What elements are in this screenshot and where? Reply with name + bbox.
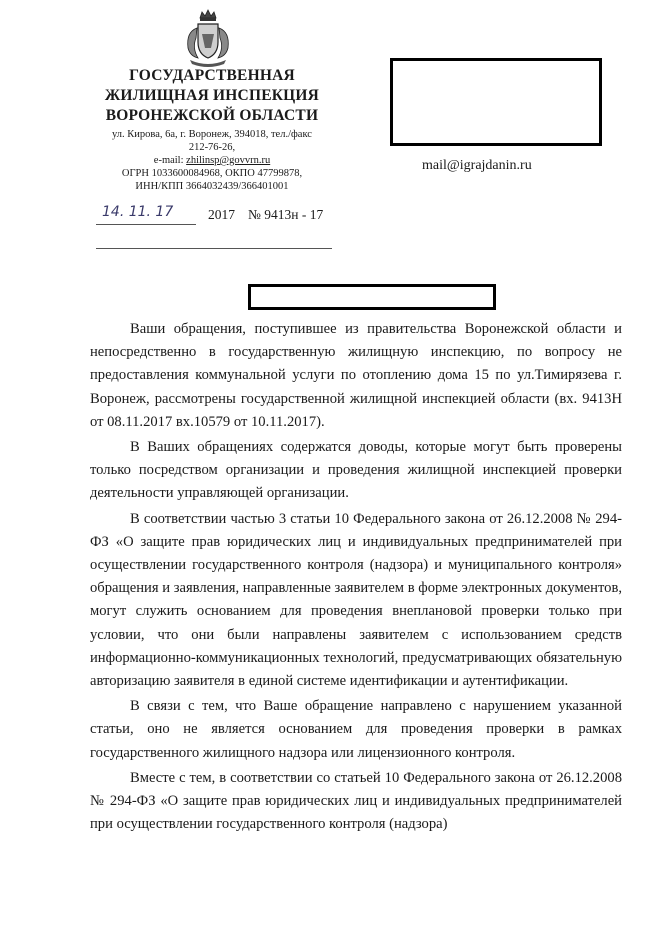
body-paragraph: Вместе с тем, в соответствии со статьей 10 Федерального закона от 26.12.2008 № 294-ФЗ «О защите прав юридических лиц и индивидуальных предпринимателей при осуществлении государственного контроля (надзора) [90, 769, 622, 833]
org-name-line: ЖИЛИЩНАЯ ИНСПЕКЦИЯ [104, 87, 320, 104]
addressee-email: mail@igrajdanin.ru [422, 158, 532, 173]
email-line [92, 154, 332, 167]
letter-body [90, 318, 622, 838]
coat-of-arms-icon [178, 8, 238, 70]
redacted-salutation-box [248, 284, 496, 310]
document-date-number [96, 204, 336, 226]
email-link[interactable]: zhilinsp@govvrn.ru [186, 155, 271, 166]
organization-contacts [92, 128, 332, 193]
date-underline [96, 224, 196, 225]
handwritten-date: 14. 11. 17 [102, 204, 174, 220]
org-name-line: ГОСУДАРСТВЕННАЯ [129, 67, 295, 84]
document-number: № 9413н - 17 [248, 207, 324, 222]
organization-name [92, 66, 332, 126]
document-year: 2017 [208, 207, 235, 222]
email-label: e-mail: [153, 155, 187, 166]
org-name-line: ВОРОНЕЖСКОЙ ОБЛАСТИ [105, 107, 319, 124]
address-line: ул. Кирова, 6а, г. Воронеж, 394018, тел./факс [112, 129, 312, 140]
body-paragraph: Ваши обращения, поступившее из правительства Воронежской области и непосредственно в государственную жилищную инспекцию, по вопросу не предоставления коммунальной услуги по отоплению дома 15 по ул.Тимирязева г. Воронеж, рассмотрены государственной жилищной инспекцией области (вх. 9413Н от 08.11.2017 вх.10579 от 10.11.2017). [90, 321, 622, 430]
inn-line: ИНН/КПП 3664032439/366401001 [135, 181, 289, 192]
ogrn-line: ОГРН 1033600084968, ОКПО 47799878, [121, 168, 303, 179]
phone-line: 212-76-26, [188, 142, 236, 153]
redacted-addressee-box [390, 58, 602, 146]
reference-line [96, 248, 332, 249]
body-paragraph: В связи с тем, что Ваше обращение направлено с нарушением указанной статьи, оно не является основанием для проведения проверки в рамках государственного жилищного надзора или лицензионного контроля. [90, 698, 622, 761]
body-paragraph: В Ваших обращениях содержатся доводы, которые могут быть проверены только посредством организации и проведения жилищной инспекцией проверки деятельности управляющей организации. [90, 439, 622, 502]
body-paragraph: В соответствии частью 3 статьи 10 Федерального закона от 26.12.2008 № 294-ФЗ «О защите прав юридических лиц и индивидуальных предпринимателей при осуществлении государственного контроля (надзора) и муниципального контроля» обращения и заявления, направленные заявителем в форме электронных документов, могут служить основанием для проведения внеплановой проверки только при условии, что они были направлены заявителем с использованием средств информационно-коммуникационных технологий, предусматривающих обязательную авторизацию заявителя в единой системе идентификации и аутентификации. [90, 510, 622, 690]
